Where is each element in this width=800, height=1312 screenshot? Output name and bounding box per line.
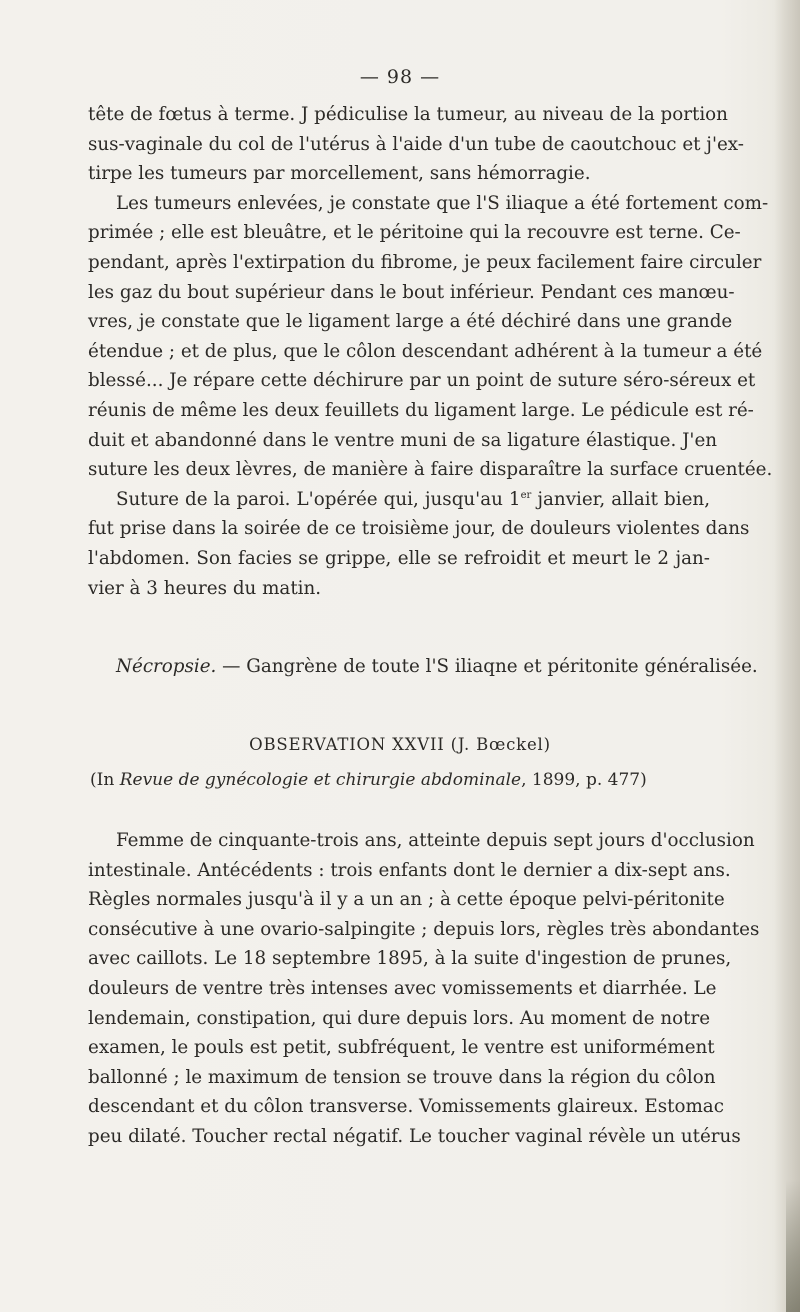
text-line: douleurs de ventre très intenses avec vomissements et diarrhée. Le <box>88 977 717 999</box>
citation-after: , 1899, p. 477) <box>521 770 647 790</box>
text-line: descendant et du côlon transverse. Vomissements glaireux. Estomac <box>88 1096 724 1118</box>
necropsy-paragraph <box>88 652 758 682</box>
text-line: Les tumeurs enlevées, je constate que l'S iliaque a été fortement com- <box>116 192 769 214</box>
superscript: er <box>520 489 532 501</box>
necropsy-text: — Gangrène de toute l'S iliaqne et péritonite généralisée. <box>216 656 758 677</box>
observation-title: OBSERVATION XXVII (J. Bœckel) <box>249 735 551 754</box>
text-line: vier à 3 heures du matin. <box>88 577 322 599</box>
text-line: primée ; elle est bleuâtre, et le péritoine qui la recouvre est terne. Ce- <box>88 222 741 244</box>
text-line: vres, je constate que le ligament large a été déchiré dans une grande <box>88 311 733 333</box>
necropsy-label: Nécropsie. <box>116 656 217 677</box>
text-line: Femme de cinquante-trois ans, atteinte depuis sept jours d'occlusion <box>116 830 755 851</box>
text-line: tirpe les tumeurs par morcellement, sans hémorragie. <box>88 163 591 185</box>
text-line: suture les deux lèvres, de manière à faire disparaître la surface cruentée. <box>88 459 773 481</box>
text-line: réunis de même les deux feuillets du ligament large. Le pédicule est ré- <box>88 399 754 421</box>
citation <box>90 770 712 790</box>
text-line: sus-vaginale du col de l'utérus à l'aide d'un tube de caoutchouc et j'ex- <box>88 133 744 155</box>
paragraph-4 <box>88 826 760 1152</box>
text-line: tête de fœtus à terme. J pédiculise la tumeur, au niveau de la portion <box>88 104 728 125</box>
text-line: étendue ; et de plus, que le côlon descendant adhérent à la tumeur a été <box>88 340 763 362</box>
text-line: l'abdomen. Son facies se grippe, elle se refroidit et meurt le 2 jan- <box>88 547 710 569</box>
text-line: avec caillots. Le 18 septembre 1895, à la suite d'ingestion de prunes, <box>88 948 732 970</box>
text-line: ballonné ; le maximum de tension se trouve dans la région du côlon <box>88 1066 716 1088</box>
text-line: lendemain, constipation, qui dure depuis lors. Au moment de notre <box>88 1007 711 1029</box>
text-line: peu dilaté. Toucher rectal négatif. Le toucher vaginal révèle un utérus <box>88 1125 741 1147</box>
text-line <box>88 652 758 682</box>
paragraph-1 <box>88 100 773 603</box>
text-line: intestinale. Antécédents : trois enfants dont le dernier a dix-sept ans. <box>88 859 731 881</box>
text-line: duit et abandonné dans le ventre muni de sa ligature élastique. J'en <box>88 429 718 451</box>
text-line: consécutive à une ovario-salpingite ; depuis lors, règles très abondantes <box>88 918 760 940</box>
text-fragment: janvier, allait bien, <box>531 488 711 510</box>
citation-journal: Revue de gynécologie et chirurgie abdominale <box>119 770 522 790</box>
text-line: Règles normales jusqu'à il y a un an ; à cette époque pelvi-péritonite <box>88 889 725 911</box>
text-line: pendant, après l'extirpation du fibrome, je peux facilement faire circuler <box>88 251 762 273</box>
text-line: fut prise dans la soirée de ce troisième jour, de douleurs violentes dans <box>88 518 750 540</box>
page-edge-stain <box>786 1180 800 1312</box>
citation-before: (In <box>90 770 120 790</box>
text-line <box>88 485 710 515</box>
text-line: les gaz du bout supérieur dans le bout inférieur. Pendant ces manœu- <box>88 281 735 303</box>
page-number: — 98 — <box>359 66 441 88</box>
page-edge-shadow <box>774 0 800 1312</box>
text-line: examen, le pouls est petit, subfréquent, le ventre est uniformément <box>88 1037 715 1059</box>
text-line: blessé... Je répare cette déchirure par un point de suture séro-séreux et <box>88 370 756 392</box>
text-fragment: Suture de la paroi. L'opérée qui, jusqu'au 1 <box>116 488 521 510</box>
